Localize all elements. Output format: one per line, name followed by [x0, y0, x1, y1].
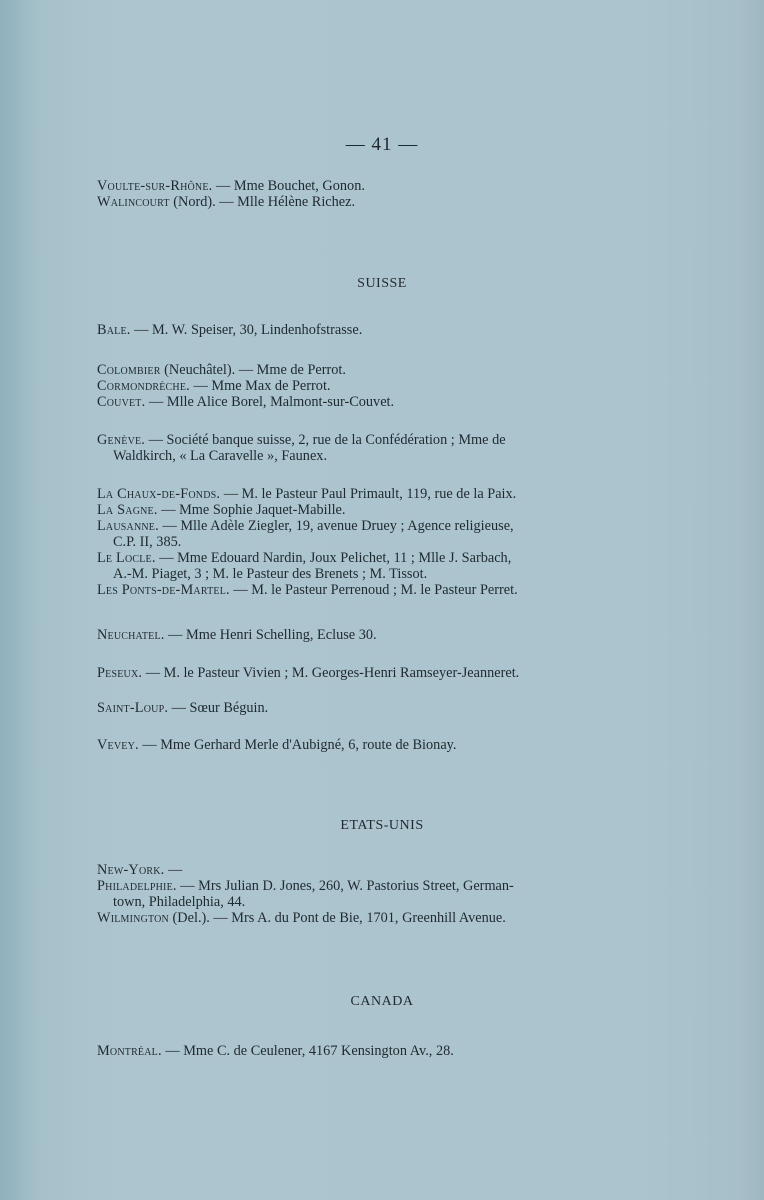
entry-text: (Del.). — Mrs A. du Pont de Bie, 1701, Greenhill Avenue. — [168, 910, 506, 926]
place-name: Le Locle. — [97, 550, 156, 566]
entry-text: — Mme Henri Schelling, Ecluse 30. — [164, 627, 377, 643]
place-name: Vevey. — [97, 737, 139, 753]
list-item — [97, 627, 627, 643]
place-name: Voulte-sur-Rhône. — [97, 178, 213, 194]
france-tail-list — [97, 178, 627, 210]
place-name: Colombier — [97, 362, 161, 378]
entry-text: — Mrs Julian D. Jones, 260, W. Pastorius Street, German- — [176, 878, 514, 894]
entry-continuation: C.P. II, 385. — [113, 534, 182, 550]
list-item — [97, 518, 627, 550]
entry-text: — Mme C. de Ceulener, 4167 Kensington Av., 28. — [161, 1043, 454, 1059]
place-name: Montréal. — [97, 1043, 162, 1059]
section-heading-etats-unis: ETATS-UNIS — [340, 818, 424, 833]
list-item — [97, 362, 627, 378]
list-item — [97, 910, 627, 926]
etats-unis-list — [97, 862, 627, 926]
list-item — [97, 178, 627, 194]
entry-text: — Mme Sophie Jaquet-Mabille. — [157, 502, 346, 518]
section-heading-suisse: SUISSE — [357, 276, 407, 291]
list-item — [97, 432, 627, 464]
place-name: Walincourt — [97, 194, 170, 210]
list-item — [97, 550, 627, 582]
suisse-group-vevey — [97, 737, 627, 753]
place-name: Bale. — [97, 322, 131, 338]
place-name: Philadelphie. — [97, 878, 177, 894]
entry-text: — M. le Pasteur Vivien ; M. Georges-Henri Ramseyer-Jeanneret. — [142, 665, 520, 681]
list-item — [97, 582, 627, 598]
suisse-group-peseux — [97, 665, 627, 681]
canada-list — [97, 1043, 627, 1059]
place-name: Couvet. — [97, 394, 146, 410]
place-name: Genève. — [97, 432, 146, 448]
entry-text: — Sœur Béguin. — [168, 700, 269, 716]
suisse-group-l — [97, 486, 627, 598]
place-name: Saint-Loup. — [97, 700, 169, 716]
suisse-group-neuchatel — [97, 627, 627, 643]
place-name: Les Ponts-de-Martel. — [97, 582, 230, 598]
entry-continuation: Waldkirch, « La Caravelle », Faunex. — [113, 448, 328, 464]
section-heading-canada: CANADA — [350, 994, 414, 1009]
suisse-group-c — [97, 362, 627, 410]
place-name: Lausanne. — [97, 518, 159, 534]
list-item — [97, 486, 627, 502]
list-item — [97, 194, 627, 210]
entry-text: — Mme Bouchet, Gonon. — [212, 178, 365, 194]
place-name: New-York. — [97, 862, 165, 878]
entry-text: (Nord). — Mlle Hélène Richez. — [169, 194, 356, 210]
place-name: Cormondrèche. — [97, 378, 190, 394]
entry-text: — M. le Pasteur Perrenoud ; M. le Pasteur Perret. — [229, 582, 518, 598]
entry-text: — Mme Edouard Nardin, Joux Pelichet, 11 ; Mlle J. Sarbach, — [155, 550, 512, 566]
entry-continuation: town, Philadelphia, 44. — [113, 894, 246, 910]
list-item — [97, 378, 627, 394]
entry-text: (Neuchâtel). — Mme de Perrot. — [160, 362, 346, 378]
list-item — [97, 700, 627, 716]
list-item — [97, 394, 627, 410]
place-name: Neuchatel. — [97, 627, 165, 643]
list-item — [97, 1043, 627, 1059]
suisse-group-saint-loup — [97, 700, 627, 716]
place-name: La Sagne. — [97, 502, 158, 518]
entry-text: — Mme Gerhard Merle d'Aubigné, 6, route de Bionay. — [138, 737, 457, 753]
entry-text: — Société banque suisse, 2, rue de la Confédération ; Mme de — [145, 432, 506, 448]
list-item — [97, 737, 627, 753]
place-name: Peseux. — [97, 665, 143, 681]
entry-text: — M. W. Speiser, 30, Lindenhofstrasse. — [130, 322, 363, 338]
entry-continuation: A.-M. Piaget, 3 ; M. le Pasteur des Brenets ; M. Tissot. — [113, 566, 428, 582]
list-item — [97, 862, 627, 878]
page-number: — 41 — — [345, 134, 419, 155]
entry-text: — Mme Max de Perrot. — [189, 378, 331, 394]
entry-text: — Mlle Alice Borel, Malmont-sur-Couvet. — [145, 394, 395, 410]
suisse-group-geneve — [97, 432, 627, 464]
list-item — [97, 322, 627, 338]
list-item — [97, 665, 627, 681]
place-name: Wilmington — [97, 910, 169, 926]
suisse-group-bale — [97, 322, 627, 338]
list-item — [97, 878, 627, 910]
entry-text: — M. le Pasteur Paul Primault, 119, rue de la Paix. — [220, 486, 517, 502]
list-item — [97, 502, 627, 518]
entry-text: — — [164, 862, 183, 878]
entry-text: — Mlle Adèle Ziegler, 19, avenue Druey ; Agence religieuse, — [158, 518, 514, 534]
place-name: La Chaux-de-Fonds. — [97, 486, 221, 502]
